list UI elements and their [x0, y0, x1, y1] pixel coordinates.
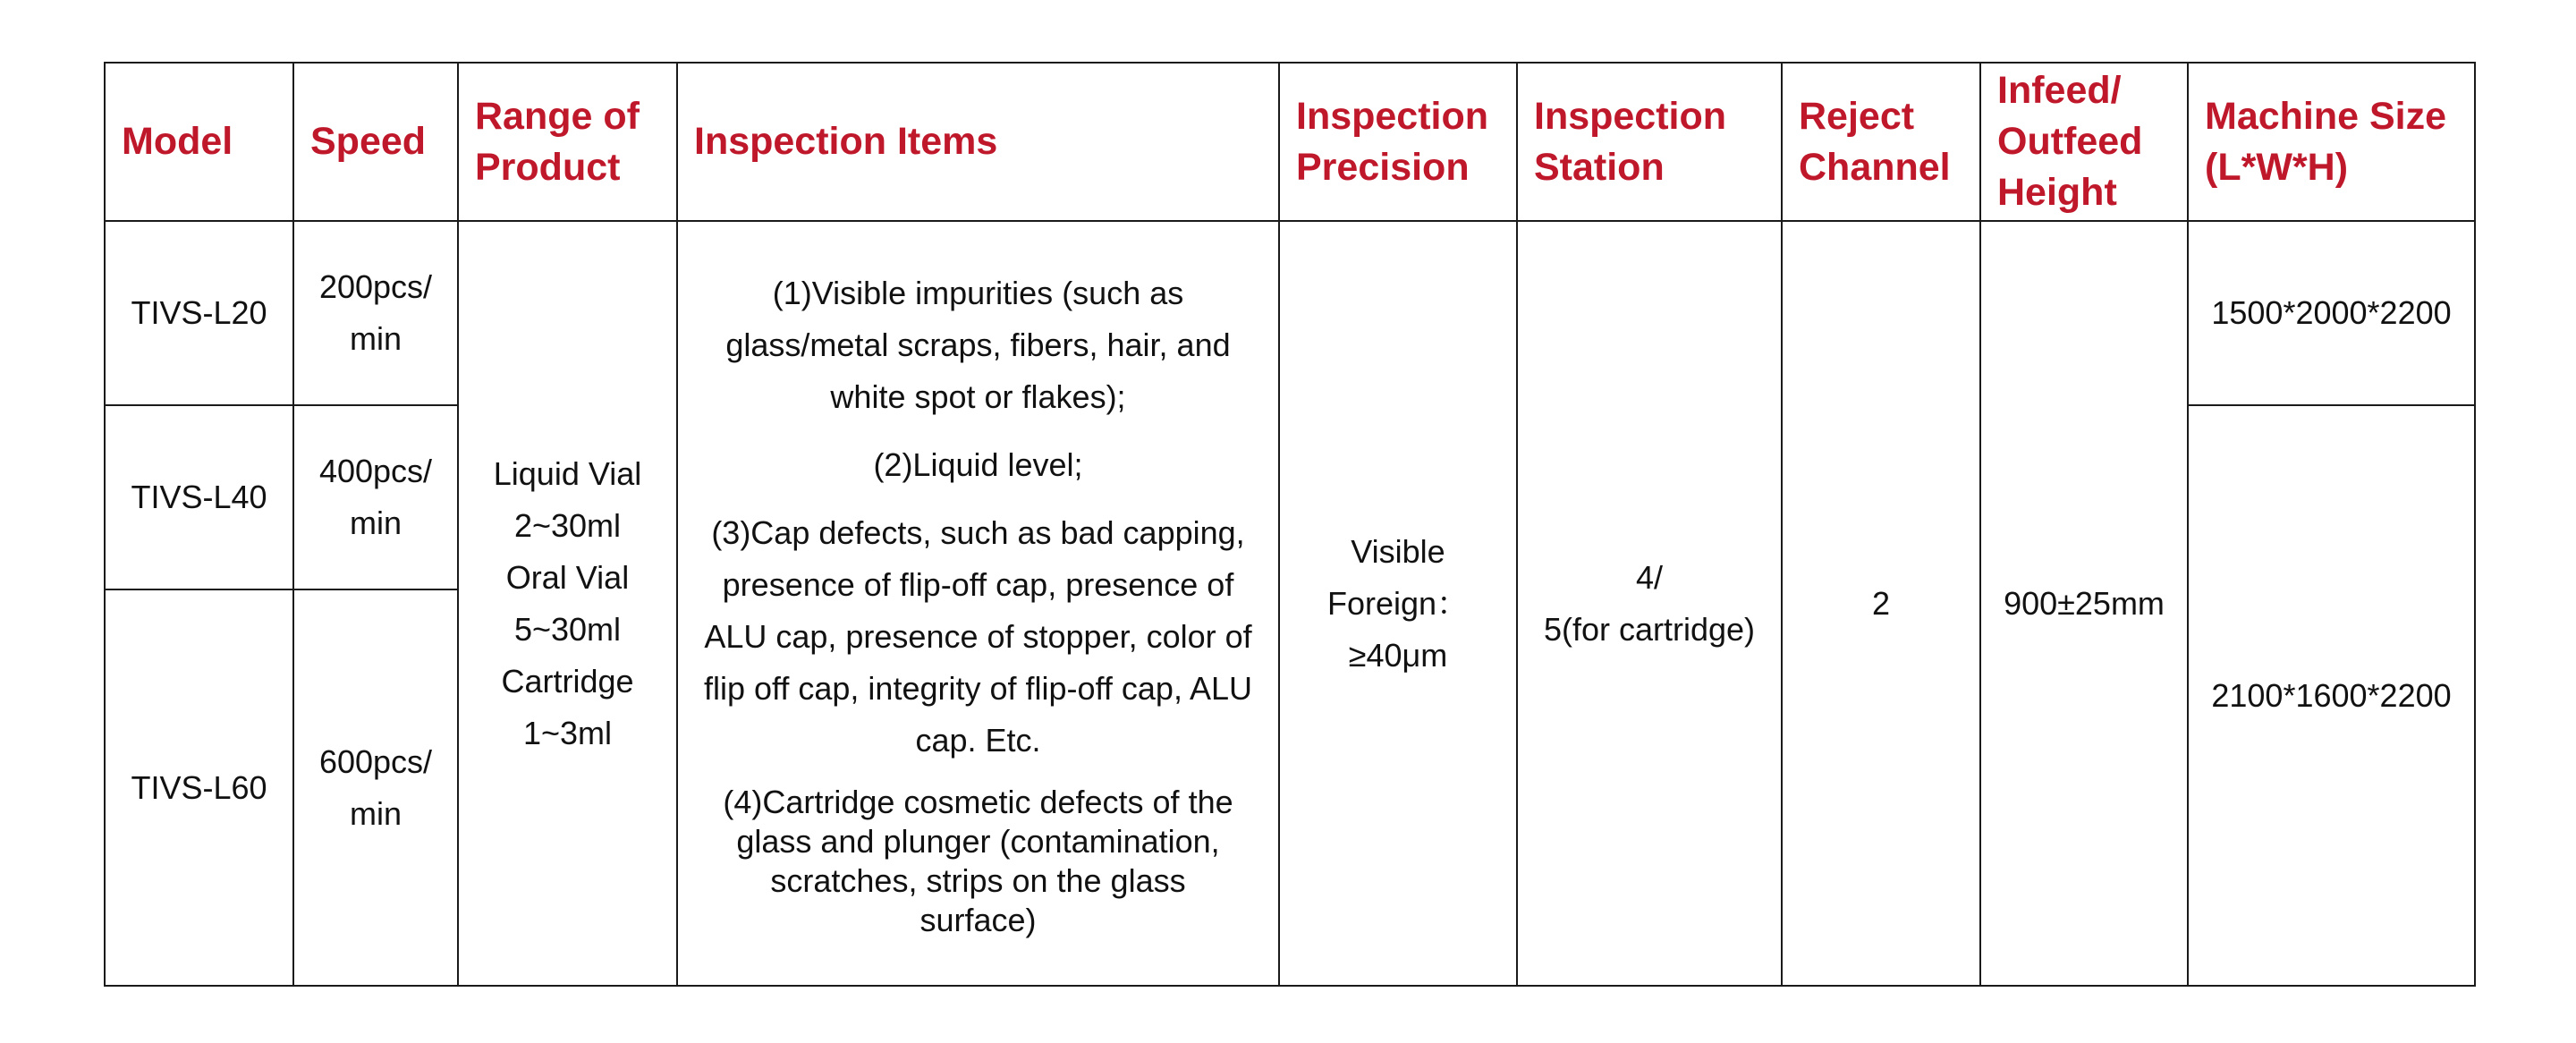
header-speed: Speed: [293, 63, 458, 221]
header-infeed-outfeed-height: Infeed/ Outfeed Height: [1980, 63, 2188, 221]
header-machine-size: Machine Size (L*W*H): [2188, 63, 2475, 221]
header-inspection-station: Inspection Station: [1517, 63, 1782, 221]
header-model: Model: [105, 63, 293, 221]
inspection-item: (1)Visible impurities (such as glass/metal scraps, fibers, hair, and white spot or flakes);: [725, 274, 1231, 415]
range-of-product-cell: Liquid Vial 2~30ml Oral Vial 5~30ml Cartridge 1~3ml: [458, 221, 677, 986]
inspection-item: (3)Cap defects, such as bad capping, presence of flip-off cap, presence of ALU cap, presence of stopper, color of flip off cap, integrity of flip-off cap, ALU cap. Etc.: [703, 513, 1252, 759]
inspection-item: (2)Liquid level;: [873, 445, 1083, 483]
model-cell: TIVS-L40: [105, 405, 293, 589]
speed-cell: 200pcs/ min: [293, 221, 458, 405]
inspection-items-cell: [677, 221, 1279, 986]
infeed-outfeed-height-cell: 900±25mm: [1980, 221, 2188, 986]
header-range-of-product: Range of Product: [458, 63, 677, 221]
header-inspection-items: Inspection Items: [677, 63, 1279, 221]
model-cell: TIVS-L20: [105, 221, 293, 405]
header-reject-channel: Reject Channel: [1782, 63, 1980, 221]
reject-channel-cell: 2: [1782, 221, 1980, 986]
header-inspection-precision: Inspection Precision: [1279, 63, 1517, 221]
inspection-item: (4)Cartridge cosmetic defects of the glass and plunger (contamination, scratches, strips on the glass surface): [723, 783, 1233, 938]
header-row: [105, 63, 2475, 221]
speed-cell: 600pcs/ min: [293, 589, 458, 986]
inspection-station-cell: 4/ 5(for cartridge): [1517, 221, 1782, 986]
table-row: [105, 221, 2475, 405]
machine-size-cell: 1500*2000*2200: [2188, 221, 2475, 405]
inspection-precision-cell: Visible Foreign： ≥40μm: [1279, 221, 1517, 986]
machine-size-cell: 2100*1600*2200: [2188, 405, 2475, 986]
spec-table: [104, 62, 2476, 987]
speed-cell: 400pcs/ min: [293, 405, 458, 589]
model-cell: TIVS-L60: [105, 589, 293, 986]
